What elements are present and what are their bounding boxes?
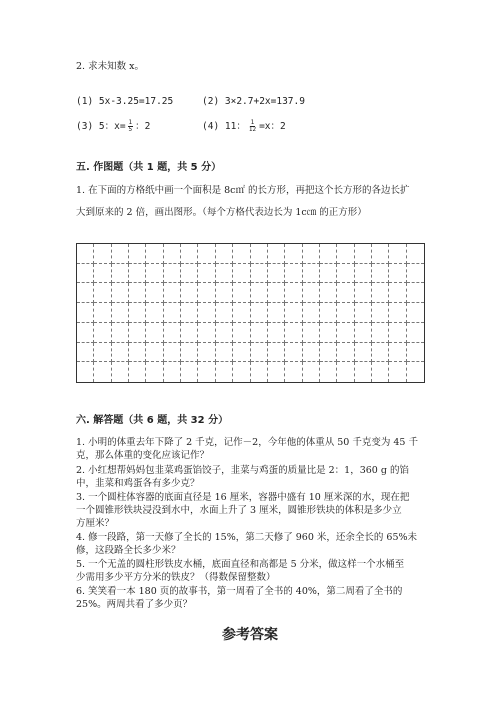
grid-cell[interactable] xyxy=(372,323,389,343)
grid-cell[interactable] xyxy=(285,303,302,323)
grid-cell[interactable] xyxy=(355,343,372,363)
grid-cell[interactable] xyxy=(285,264,302,284)
grid-cell[interactable] xyxy=(112,323,129,343)
grid-cell[interactable] xyxy=(164,362,181,382)
grid-cell[interactable] xyxy=(233,362,250,382)
grid-cell[interactable] xyxy=(164,264,181,284)
grid-cell[interactable] xyxy=(407,303,424,323)
grid-cell[interactable] xyxy=(407,283,424,303)
grid-cell[interactable] xyxy=(268,362,285,382)
grid-cell[interactable] xyxy=(337,323,354,343)
grid-cell[interactable] xyxy=(320,303,337,323)
grid-cell[interactable] xyxy=(94,303,111,323)
grid-cell[interactable] xyxy=(233,244,250,264)
grid-cell[interactable] xyxy=(320,343,337,363)
grid-cell[interactable] xyxy=(303,362,320,382)
grid-cell[interactable] xyxy=(303,264,320,284)
grid-cell[interactable] xyxy=(216,323,233,343)
grid-cell[interactable] xyxy=(251,264,268,284)
grid-cell[interactable] xyxy=(407,244,424,264)
grid-cell[interactable] xyxy=(146,264,163,284)
fraction-numerator: 1 xyxy=(250,119,255,126)
equation-3-suffix: ：2 xyxy=(135,121,151,132)
grid-cell[interactable] xyxy=(355,362,372,382)
grid-cell[interactable] xyxy=(129,323,146,343)
grid-cell[interactable] xyxy=(233,343,250,363)
grid-cell[interactable] xyxy=(251,283,268,303)
equation-1: (1) 5x-3.25=17.25 xyxy=(76,96,174,107)
grid-cell[interactable] xyxy=(233,264,250,284)
grid-cell[interactable] xyxy=(198,264,215,284)
grid-cell[interactable] xyxy=(164,303,181,323)
grid-cell[interactable] xyxy=(112,244,129,264)
problem-6-line-1: 6. 笑笑看一本 180 页的故事书，第一周看了全书的 40%，第二周看了全书的 xyxy=(76,586,403,597)
grid-cell[interactable] xyxy=(198,244,215,264)
grid-cell[interactable] xyxy=(389,343,406,363)
grid-cell[interactable] xyxy=(251,303,268,323)
problem-3-line-1: 3. 一个圆柱体容器的底面直径是 16 厘米，容器中盛有 10 厘米深的水，现在把 xyxy=(76,492,410,503)
problem-1-line-2: 克，那么体重的变化应该记作？ xyxy=(76,450,210,461)
problem-2-line-2: 中，韭菜和鸡蛋各有多少克？ xyxy=(76,478,200,489)
grid-cell[interactable] xyxy=(216,283,233,303)
grid-cell[interactable] xyxy=(164,244,181,264)
grid-cell[interactable] xyxy=(320,244,337,264)
grid-cell[interactable] xyxy=(233,303,250,323)
grid-cell[interactable] xyxy=(337,303,354,323)
equation-2: (2) 3×2.7+2x=137.9 xyxy=(202,96,305,107)
equation-4-prefix: (4) 11： xyxy=(202,121,246,132)
grid-cell[interactable] xyxy=(216,303,233,323)
grid-cell[interactable] xyxy=(181,323,198,343)
grid-cell[interactable] xyxy=(181,264,198,284)
grid-cell[interactable] xyxy=(129,362,146,382)
grid-cell[interactable] xyxy=(251,244,268,264)
grid-cell[interactable] xyxy=(355,264,372,284)
grid-cell[interactable] xyxy=(268,343,285,363)
grid-cell[interactable] xyxy=(372,303,389,323)
grid-cell[interactable] xyxy=(181,362,198,382)
grid-cell[interactable] xyxy=(94,283,111,303)
grid-cell[interactable] xyxy=(355,283,372,303)
grid-cell[interactable] xyxy=(94,244,111,264)
fraction-numerator: 1 xyxy=(128,119,133,126)
drawing-heading: 五. 作图题（共 1 题，共 5 分） xyxy=(76,162,222,173)
grid-cell[interactable] xyxy=(389,264,406,284)
equation-3 xyxy=(76,118,150,133)
grid-cell[interactable] xyxy=(77,343,94,363)
grid-cell[interactable] xyxy=(389,244,406,264)
grid-cell[interactable] xyxy=(355,323,372,343)
grid-cell[interactable] xyxy=(233,323,250,343)
grid-cell[interactable] xyxy=(112,362,129,382)
grid-cell[interactable] xyxy=(216,343,233,363)
grid-cell[interactable] xyxy=(112,283,129,303)
grid-cell[interactable] xyxy=(129,303,146,323)
drawing-question-line-2: 大到原来的 2 倍，画出图形。（每个方格代表边长为 1c㎝ 的正方形） xyxy=(76,207,367,218)
grid-cell[interactable] xyxy=(407,362,424,382)
grid-cell[interactable] xyxy=(94,323,111,343)
grid-cell[interactable] xyxy=(233,283,250,303)
grid-cell[interactable] xyxy=(94,362,111,382)
grid-cell[interactable] xyxy=(251,362,268,382)
grid-cell[interactable] xyxy=(251,323,268,343)
grid-cell[interactable] xyxy=(389,303,406,323)
grid-cell[interactable] xyxy=(389,323,406,343)
grid-cell[interactable] xyxy=(303,244,320,264)
equation-3-fraction xyxy=(128,120,134,133)
grid-cell[interactable] xyxy=(389,283,406,303)
grid-cell[interactable] xyxy=(216,362,233,382)
grid-paper[interactable] xyxy=(76,243,425,383)
grid-cell[interactable] xyxy=(268,283,285,303)
grid-cell[interactable] xyxy=(285,244,302,264)
grid-cell[interactable] xyxy=(337,283,354,303)
grid-cell[interactable] xyxy=(94,343,111,363)
grid-cell[interactable] xyxy=(164,343,181,363)
grid-cell[interactable] xyxy=(112,303,129,323)
grid-cell[interactable] xyxy=(303,303,320,323)
grid-cell[interactable] xyxy=(355,244,372,264)
grid-cell[interactable] xyxy=(181,283,198,303)
fraction-denominator: 5 xyxy=(128,126,133,133)
grid-cell[interactable] xyxy=(129,264,146,284)
grid-cell[interactable] xyxy=(198,343,215,363)
grid-cell[interactable] xyxy=(285,362,302,382)
grid-cell[interactable] xyxy=(146,244,163,264)
grid-cell[interactable] xyxy=(216,264,233,284)
grid-cell[interactable] xyxy=(285,343,302,363)
problem-3-line-2: 一个圆锥形铁块浸没到水中，水面上升了 3 厘米，圆锥形铁块的体积是多少立 xyxy=(76,505,402,516)
grid-cell[interactable] xyxy=(164,283,181,303)
grid-cell[interactable] xyxy=(407,264,424,284)
grid-cell[interactable] xyxy=(181,343,198,363)
grid-cell[interactable] xyxy=(94,264,111,284)
grid-cell[interactable] xyxy=(146,283,163,303)
grid-cell[interactable] xyxy=(77,244,94,264)
problem-1-line-1: 1. 小明的体重去年下降了 2 千克，记作－2，今年他的体重从 50 千克变为 45 千 xyxy=(76,437,418,448)
grid-cell[interactable] xyxy=(198,323,215,343)
grid-cell[interactable] xyxy=(129,244,146,264)
grid-cell[interactable] xyxy=(407,343,424,363)
grid-cell[interactable] xyxy=(164,323,181,343)
grid-cell[interactable] xyxy=(77,303,94,323)
grid-cell[interactable] xyxy=(112,264,129,284)
grid-cell[interactable] xyxy=(337,362,354,382)
problem-6-line-2: 25%。两周共看了多少页？ xyxy=(76,599,193,610)
solve-title: 2. 求未知数 x。 xyxy=(76,61,144,72)
grid-cell[interactable] xyxy=(77,323,94,343)
problem-3-line-3: 方厘米？ xyxy=(76,518,115,529)
problem-2-line-1: 2. 小红想帮妈妈包韭菜鸡蛋馅饺子，韭菜与鸡蛋的质量比是 2：1，360 g 的馅 xyxy=(76,465,409,476)
grid-cell[interactable] xyxy=(372,264,389,284)
grid-cell[interactable] xyxy=(389,362,406,382)
grid-cell[interactable] xyxy=(407,323,424,343)
grid-cell[interactable] xyxy=(216,244,233,264)
grid-cell[interactable] xyxy=(181,303,198,323)
grid-cell[interactable] xyxy=(303,343,320,363)
grid-cell[interactable] xyxy=(198,362,215,382)
grid-cell[interactable] xyxy=(303,283,320,303)
grid-cell[interactable] xyxy=(268,303,285,323)
grid-cell[interactable] xyxy=(285,323,302,343)
problem-4-line-2: 修，这段路全长多少米？ xyxy=(76,545,181,556)
equation-4-suffix: =x：2 xyxy=(259,121,286,132)
grid-cell[interactable] xyxy=(268,264,285,284)
grid-cell[interactable] xyxy=(320,264,337,284)
reference-answers-title: 参考答案 xyxy=(222,627,278,643)
grid-cell[interactable] xyxy=(77,362,94,382)
fraction-denominator: 12 xyxy=(248,126,257,133)
grid-cell[interactable] xyxy=(77,264,94,284)
grid-cell[interactable] xyxy=(320,323,337,343)
grid-cell[interactable] xyxy=(337,244,354,264)
grid-cell[interactable] xyxy=(320,283,337,303)
equation-3-prefix: (3) 5：x= xyxy=(76,121,126,132)
grid-cell[interactable] xyxy=(285,283,302,303)
answers-heading: 六. 解答题（共 6 题，共 32 分） xyxy=(76,415,229,426)
grid-cell[interactable] xyxy=(146,303,163,323)
grid-cell[interactable] xyxy=(251,343,268,363)
grid-cell[interactable] xyxy=(268,323,285,343)
grid-cell[interactable] xyxy=(355,303,372,323)
grid-cell[interactable] xyxy=(320,362,337,382)
grid-cell[interactable] xyxy=(129,283,146,303)
grid-cell[interactable] xyxy=(268,244,285,264)
grid-cell[interactable] xyxy=(198,283,215,303)
problem-4-line-1: 4. 修一段路，第一天修了全长的 15%，第二天修了 960 米，还余全长的 65%未 xyxy=(76,532,418,543)
grid-cell[interactable] xyxy=(146,362,163,382)
grid-cell[interactable] xyxy=(146,343,163,363)
problem-5-line-1: 5. 一个无盖的圆柱形铁皮水桶，底面直径和高都是 5 分米，做这样一个水桶至 xyxy=(76,559,405,570)
grid-cell[interactable] xyxy=(372,244,389,264)
grid-cell[interactable] xyxy=(77,283,94,303)
grid-cell[interactable] xyxy=(337,264,354,284)
grid-cell[interactable] xyxy=(198,303,215,323)
grid-cell[interactable] xyxy=(181,244,198,264)
grid-cell[interactable] xyxy=(129,343,146,363)
equation-4-fraction xyxy=(248,120,257,133)
grid-cell[interactable] xyxy=(372,343,389,363)
grid-cell[interactable] xyxy=(337,343,354,363)
grid-cell[interactable] xyxy=(372,362,389,382)
grid-cell[interactable] xyxy=(303,323,320,343)
equation-4 xyxy=(202,118,286,133)
grid-cell[interactable] xyxy=(112,343,129,363)
grid-cell[interactable] xyxy=(146,323,163,343)
problem-5-line-2: 少需用多少平方分米的铁皮？（得数保留整数） xyxy=(76,572,276,583)
grid-cell[interactable] xyxy=(372,283,389,303)
drawing-question-line-1: 1. 在下面的方格纸中画一个面积是 8c㎡ 的长方形，再把这个长方形的各边长扩 xyxy=(76,185,410,196)
